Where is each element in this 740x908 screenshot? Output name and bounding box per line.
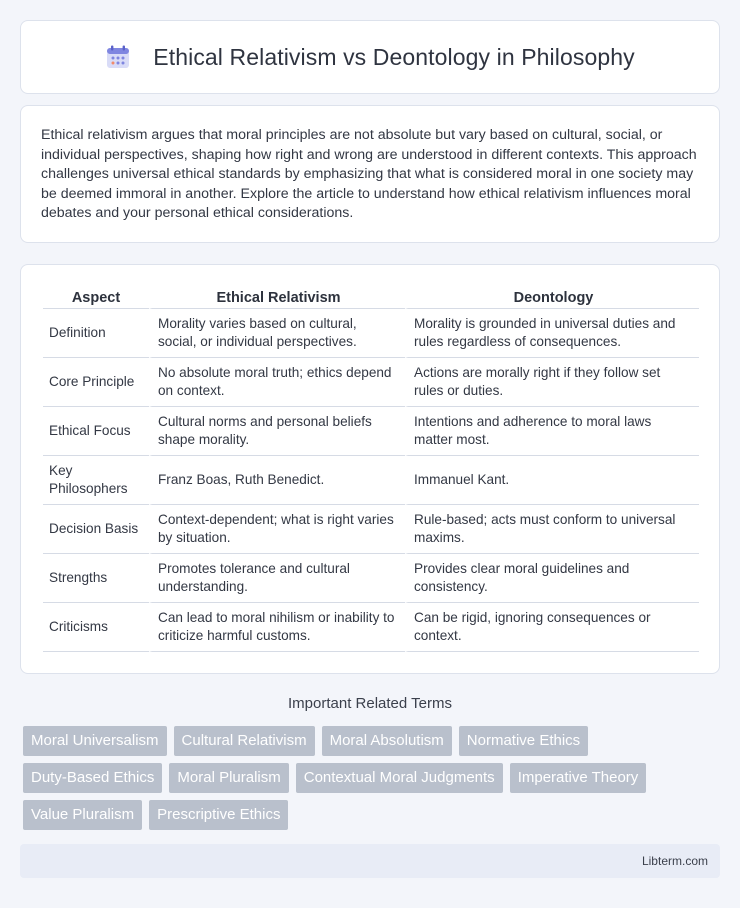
table-cell-aspect: Definition: [43, 309, 149, 358]
related-term-tag[interactable]: Moral Absolutism: [322, 726, 452, 756]
intro-card: [20, 105, 720, 243]
page-title: Ethical Relativism vs Deontology in Philosophy: [153, 43, 635, 70]
tag-row: [23, 763, 723, 793]
table-cell-relativism: Cultural norms and personal beliefs shape morality.: [149, 407, 405, 456]
table-row: [43, 456, 699, 505]
table-row: [43, 407, 699, 456]
calendar-grid-icon: [105, 44, 131, 70]
table-row: [43, 505, 699, 554]
related-term-tag[interactable]: Value Pluralism: [23, 800, 142, 830]
related-term-tag[interactable]: Cultural Relativism: [174, 726, 315, 756]
table-cell-aspect: Key Philosophers: [43, 456, 149, 505]
table-cell-relativism: Can lead to moral nihilism or inability to criticize harmful customs.: [149, 603, 405, 652]
table-cell-relativism: No absolute moral truth; ethics depend on context.: [149, 358, 405, 407]
related-terms-list: [23, 726, 723, 837]
table-cell-deontology: Rule-based; acts must conform to universal maxims.: [405, 505, 699, 554]
intro-text: Ethical relativism argues that moral principles are not absolute but vary based on cultural, social, or individual perspectives, shaping how right and wrong are understood in different contexts. This approach challenges universal ethical standards by emphasizing that what is considered moral in one society may be deemed immoral in another. Explore the article to understand how ethical relativism influences moral debates and your personal ethical considerations.: [41, 127, 697, 222]
related-term-tag[interactable]: Duty-Based Ethics: [23, 763, 162, 793]
footer-site-link[interactable]: Libterm.com: [641, 854, 708, 868]
table-row: [43, 603, 699, 652]
table-cell-deontology: Morality is grounded in universal duties and rules regardless of consequences.: [405, 309, 699, 358]
table-cell-aspect: Strengths: [43, 554, 149, 603]
table-row: [43, 554, 699, 603]
related-terms-title: Important Related Terms: [288, 695, 452, 712]
table-row: [43, 309, 699, 358]
table-cell-relativism: Context-dependent; what is right varies by situation.: [149, 505, 405, 554]
table-cell-relativism: Morality varies based on cultural, social, or individual perspectives.: [149, 309, 405, 358]
related-term-tag[interactable]: Contextual Moral Judgments: [296, 763, 503, 793]
table-cell-deontology: Can be rigid, ignoring consequences or context.: [405, 603, 699, 652]
tag-row: [23, 726, 723, 756]
table-cell-aspect: Ethical Focus: [43, 407, 149, 456]
related-term-tag[interactable]: Moral Pluralism: [169, 763, 288, 793]
table-cell-deontology: Intentions and adherence to moral laws matter most.: [405, 407, 699, 456]
related-term-tag[interactable]: Normative Ethics: [459, 726, 588, 756]
table-row: [43, 358, 699, 407]
related-term-tag[interactable]: Prescriptive Ethics: [149, 800, 288, 830]
table-cell-deontology: Actions are morally right if they follow set rules or duties.: [405, 358, 699, 407]
related-term-tag[interactable]: Imperative Theory: [510, 763, 647, 793]
tag-row: [23, 800, 723, 830]
table-header-row: [43, 287, 699, 309]
table-cell-aspect: Criticisms: [43, 603, 149, 652]
column-header-ethical-relativism: Ethical Relativism: [149, 287, 405, 309]
footer: [20, 844, 720, 878]
header-card: [20, 20, 720, 94]
column-header-deontology: Deontology: [405, 287, 699, 309]
comparison-table: [43, 287, 699, 652]
related-term-tag[interactable]: Moral Universalism: [23, 726, 167, 756]
table-cell-relativism: Franz Boas, Ruth Benedict.: [149, 456, 405, 505]
table-cell-aspect: Core Principle: [43, 358, 149, 407]
column-header-aspect: Aspect: [43, 287, 149, 309]
comparison-table-card: [20, 264, 720, 674]
table-cell-deontology: Provides clear moral guidelines and consistency.: [405, 554, 699, 603]
table-cell-deontology: Immanuel Kant.: [405, 456, 699, 505]
table-cell-relativism: Promotes tolerance and cultural understanding.: [149, 554, 405, 603]
table-cell-aspect: Decision Basis: [43, 505, 149, 554]
